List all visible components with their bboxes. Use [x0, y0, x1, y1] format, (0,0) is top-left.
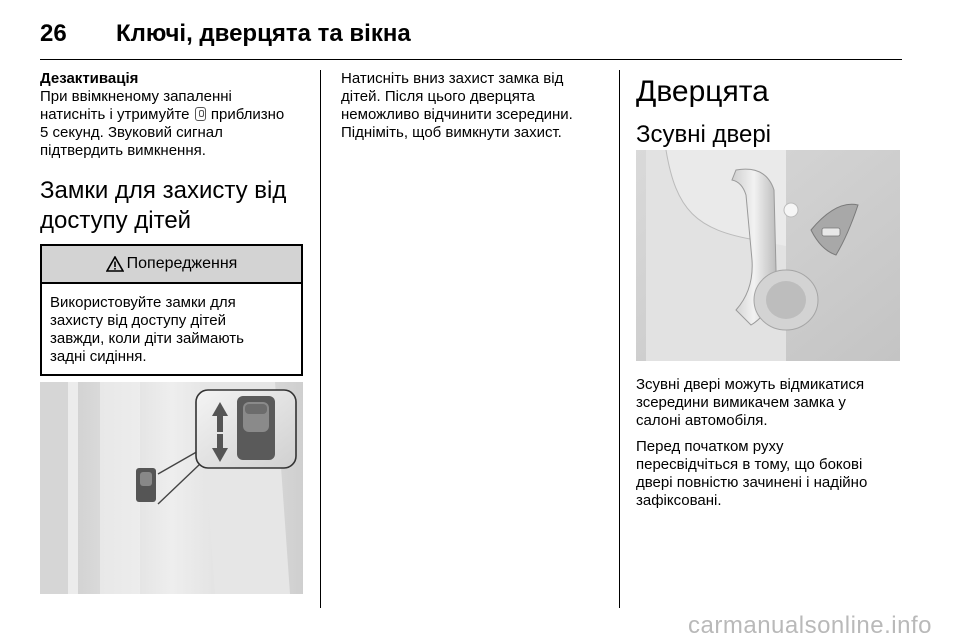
sliding-door-heading: Зсувні двері: [636, 121, 772, 148]
sliding-door-line: зафіксовані.: [636, 492, 722, 509]
page-header: [40, 14, 902, 60]
sliding-door-line: зсередини вимикачем замка у: [636, 394, 846, 411]
warning-line: задні сидіння.: [50, 348, 147, 365]
deactivation-text-fragment: приблизно: [210, 106, 285, 123]
child-lock-heading-line: Замки для захисту від: [40, 177, 287, 204]
child-lock-instruction-line: Підніміть, щоб вимкнути захист.: [341, 124, 562, 141]
child-lock-heading: [40, 176, 303, 236]
deactivation-text-line: [40, 106, 303, 124]
warning-body: [42, 284, 301, 374]
column-right: [636, 70, 902, 600]
warning-line: Використовуйте замки для: [50, 294, 236, 311]
child-lock-instruction-line: неможливо відчинити зсередини.: [341, 106, 573, 123]
sliding-door-line: Зсувні двері можуть відмикатися: [636, 376, 865, 393]
sliding-door-line: Перед початком руху: [636, 438, 784, 455]
deactivation-text-line: При ввімкненому запаленні: [40, 88, 232, 105]
deactivation-text-line: 5 секунд. Звуковий сигнал: [40, 124, 223, 141]
warning-line: завжди, коли діти займають: [50, 330, 244, 347]
watermark: carmanualsonline.info: [688, 612, 932, 639]
column-middle: [341, 70, 605, 142]
sliding-door-line: двері повністю зачинені і надійно: [636, 474, 868, 491]
warning-line: захисту від доступу дітей: [50, 312, 226, 329]
child-lock-key-icon: [195, 107, 206, 121]
page-title: Ключі, дверцята та вікна: [116, 20, 411, 47]
column-divider-2: [619, 70, 620, 608]
deactivation-heading: Дезактивація: [40, 70, 139, 87]
child-lock-instruction-line: Натисніть вниз захист замка від: [341, 70, 564, 87]
child-lock-instruction-line: дітей. Після цього дверцята: [341, 88, 535, 105]
child-lock-drawing: [40, 382, 303, 594]
page-number: 26: [40, 20, 67, 47]
warning-header: [42, 246, 301, 284]
child-lock-heading-line: доступу дітей: [40, 207, 192, 234]
sliding-door-illustration: [636, 150, 900, 361]
warning-title: Попередження: [126, 255, 238, 272]
doors-heading: Дверцята: [636, 75, 769, 108]
deactivation-text-line: підтвердить вимкнення.: [40, 142, 206, 159]
deactivation-text-fragment: натисніть і утримуйте: [40, 106, 190, 123]
column-divider-1: [320, 70, 321, 608]
sliding-door-line: пересвідчіться в тому, що бокові: [636, 456, 863, 473]
sliding-door-drawing: [636, 150, 900, 361]
sliding-door-text: [636, 376, 902, 510]
paragraph-gap: [636, 430, 902, 438]
warning-box: [40, 244, 303, 376]
column-left: [40, 70, 303, 600]
child-lock-illustration: [40, 382, 303, 594]
warning-triangle-icon: [106, 256, 124, 272]
sliding-door-line: салоні автомобіля.: [636, 412, 768, 429]
header-rule: [40, 59, 902, 60]
